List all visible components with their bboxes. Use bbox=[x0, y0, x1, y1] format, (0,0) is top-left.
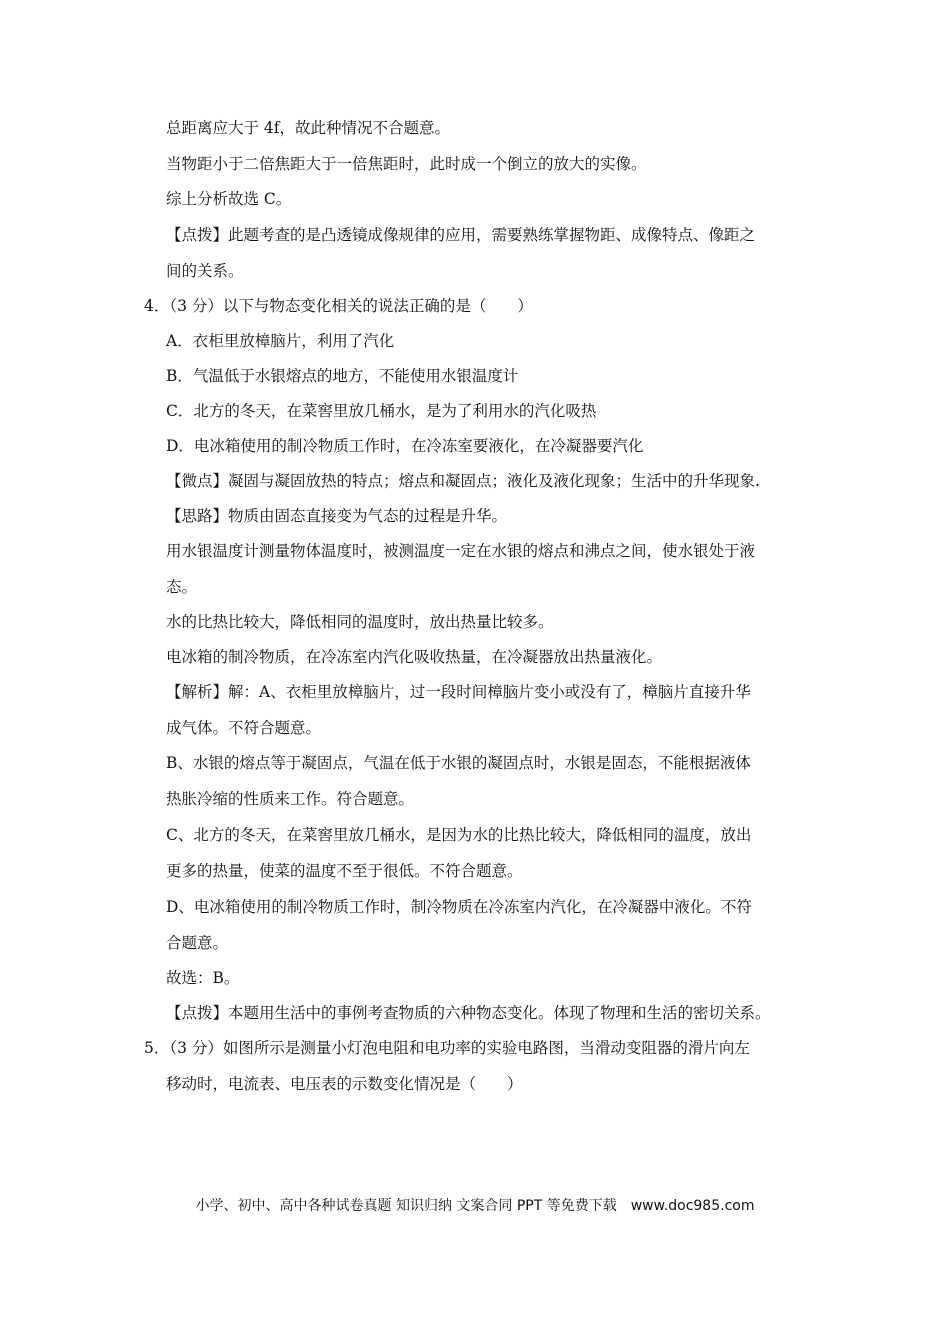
text-line: 【微点】凝固与凝固放热的特点；熔点和凝固点；液化及液化现象；生活中的升华现象. bbox=[166, 472, 760, 490]
question-4-stem: 4．（3 分）以下与物态变化相关的说法正确的是（ ） bbox=[144, 297, 533, 315]
text-line: 用水银温度计测量物体温度时，被测温度一定在水银的熔点和沸点之间，使水银处于液 bbox=[166, 542, 756, 560]
text-line: 合题意。 bbox=[166, 934, 229, 952]
page-footer: 小学、初中、高中各种试卷真题 知识归纳 文案合同 PPT 等免费下载 www.doc985.com bbox=[195, 1198, 755, 1214]
text-line: 当物距小于二倍焦距大于一倍焦距时，此时成一个倒立的放大的实像。 bbox=[166, 155, 647, 173]
text-line: 综上分析故选 C。 bbox=[166, 190, 292, 208]
question-5-stem: 5．（3 分）如图所示是测量小灯泡电阻和电功率的实验电路图，当滑动变阻器的滑片向左 bbox=[144, 1039, 750, 1057]
text-line: 【解析】解：A、衣柜里放樟脑片，过一段时间樟脑片变小或没有了，樟脑片直接升华 bbox=[166, 683, 751, 701]
text-line: 故选：B。 bbox=[166, 969, 240, 987]
text-line: 热胀冷缩的性质来工作。符合题意。 bbox=[166, 790, 415, 808]
text-line: B、水银的熔点等于凝固点，气温在低于水银的凝固点时，水银是固态，不能根据液体 bbox=[166, 754, 751, 772]
text-line: 成气体。不符合题意。 bbox=[166, 719, 322, 737]
text-line: 【点拨】此题考查的是凸透镜成像规律的应用，需要熟练掌握物距、成像特点、像距之 bbox=[166, 226, 756, 244]
text-line: 【思路】物质由固态直接变为气态的过程是升华。 bbox=[166, 507, 508, 525]
option-b: B．气温低于水银熔点的地方，不能使用水银温度计 bbox=[166, 367, 519, 385]
text-line: 电冰箱的制冷物质，在冷冻室内汽化吸收热量，在冷凝器放出热量液化。 bbox=[166, 648, 663, 666]
text-line: 更多的热量，使菜的温度不至于很低。不符合题意。 bbox=[166, 862, 523, 880]
text-line: 水的比热比较大，降低相同的温度时，放出热量比较多。 bbox=[166, 613, 554, 631]
text-line: 总距离应大于 4f，故此种情况不合题意。 bbox=[166, 119, 451, 137]
text-line: 移动时，电流表、电压表的示数变化情况是（ ） bbox=[166, 1075, 523, 1093]
option-a: A．衣柜里放樟脑片，利用了汽化 bbox=[166, 332, 395, 350]
text-line: 态。 bbox=[166, 578, 198, 596]
text-line: 间的关系。 bbox=[166, 262, 244, 280]
option-d: D．电冰箱使用的制冷物质工作时，在冷冻室要液化，在冷凝器要汽化 bbox=[166, 437, 644, 455]
text-line: D、电冰箱使用的制冷物质工作时，制冷物质在冷冻室内汽化，在冷凝器中液化。不符 bbox=[166, 898, 752, 916]
text-line: C、北方的冬天，在菜窖里放几桶水，是因为水的比热比较大，降低相同的温度，放出 bbox=[166, 826, 752, 844]
text-line: 【点拨】本题用生活中的事例考查物质的六种物态变化。体现了物理和生活的密切关系。 bbox=[166, 1004, 771, 1022]
option-c: C．北方的冬天，在菜窖里放几桶水，是为了利用水的汽化吸热 bbox=[166, 402, 597, 420]
